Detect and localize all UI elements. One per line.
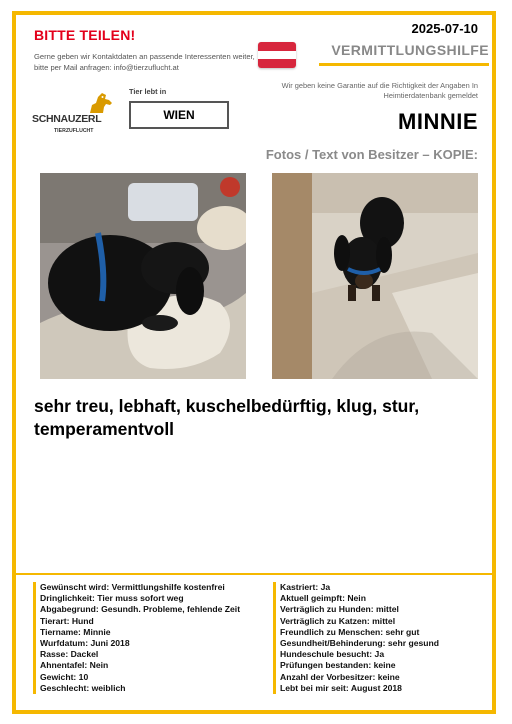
detail-line: Gewünscht wird: Vermittlungshilfe kostenfrei [40, 582, 225, 592]
date: 2025-07-10 [411, 21, 478, 36]
section-divider [16, 573, 492, 575]
detail-line: Tiername: Minnie [40, 626, 111, 637]
details-right [273, 582, 490, 694]
detail-line: Prüfungen bestanden: keine [280, 660, 396, 671]
detail-line: Gesundheit/Behinderung: sehr gesund [280, 638, 439, 649]
detail-line: Geschlecht: weiblich [40, 682, 126, 693]
detail-line: Dringlichkeit: Tier muss sofort weg [40, 593, 184, 604]
detail-line: Verträglich zu Katzen: mittel [280, 615, 396, 626]
share-banner: BITTE TEILEN! [34, 27, 136, 43]
logo-subtitle: TIERZUFLUCHT [54, 128, 94, 134]
dog-photo-standing [272, 173, 478, 379]
source-note: Fotos / Text von Besitzer – KOPIE: [265, 147, 478, 162]
program-title: VERMITTLUNGSHILFE [331, 42, 489, 58]
detail-line: Anzahl der Vorbesitzer: keine [280, 671, 400, 682]
location-label: Tier lebt in [129, 87, 167, 96]
schnauzerl-logo [32, 91, 116, 137]
detail-line: Wurfdatum: Juni 2018 [40, 638, 130, 649]
dog-photo-lying [40, 173, 246, 379]
detail-line: Abgabegrund: Gesundh. Probleme, fehlende Zeit [40, 604, 241, 615]
location-box: WIEN [129, 101, 229, 129]
detail-line: Verträglich zu Hunden: mittel [280, 604, 399, 615]
dog-silhouette-icon [86, 91, 116, 115]
detail-line: Lebt bei mir seit: August 2018 [280, 682, 402, 693]
detail-line: Ahnentafel: Nein [40, 660, 109, 671]
title-underline [319, 63, 489, 66]
detail-line: Freundlich zu Menschen: sehr gut [280, 626, 420, 637]
detail-line: Aktuell geimpft: Nein [280, 593, 366, 604]
contact-intro: Gerne geben wir Kontaktdaten an passende Interessenten weiter, bitte per Mail anfragen: info@tierzuflucht.at [34, 52, 255, 72]
disclaimer: Wir geben keine Garantie auf die Richtigkeit der Angaben In Heimtierdatenbank gemeldet [281, 81, 478, 100]
animal-name: MINNIE [398, 109, 478, 134]
poster-frame [12, 11, 496, 714]
detail-line: Kastriert: Ja [280, 582, 331, 592]
logo-wordmark: SCHNAUZERL [32, 113, 102, 125]
character-description: sehr treu, lebhaft, kuschelbedürftig, klug, stur, temperamentvoll [34, 396, 420, 439]
details-left [33, 582, 272, 694]
detail-line: Gewicht: 10 [40, 671, 89, 682]
austria-flag-icon [258, 42, 296, 68]
detail-line: Hundeschule besucht: Ja [280, 649, 385, 660]
detail-line: Rasse: Dackel [40, 649, 99, 660]
detail-line: Tierart: Hund [40, 615, 94, 626]
